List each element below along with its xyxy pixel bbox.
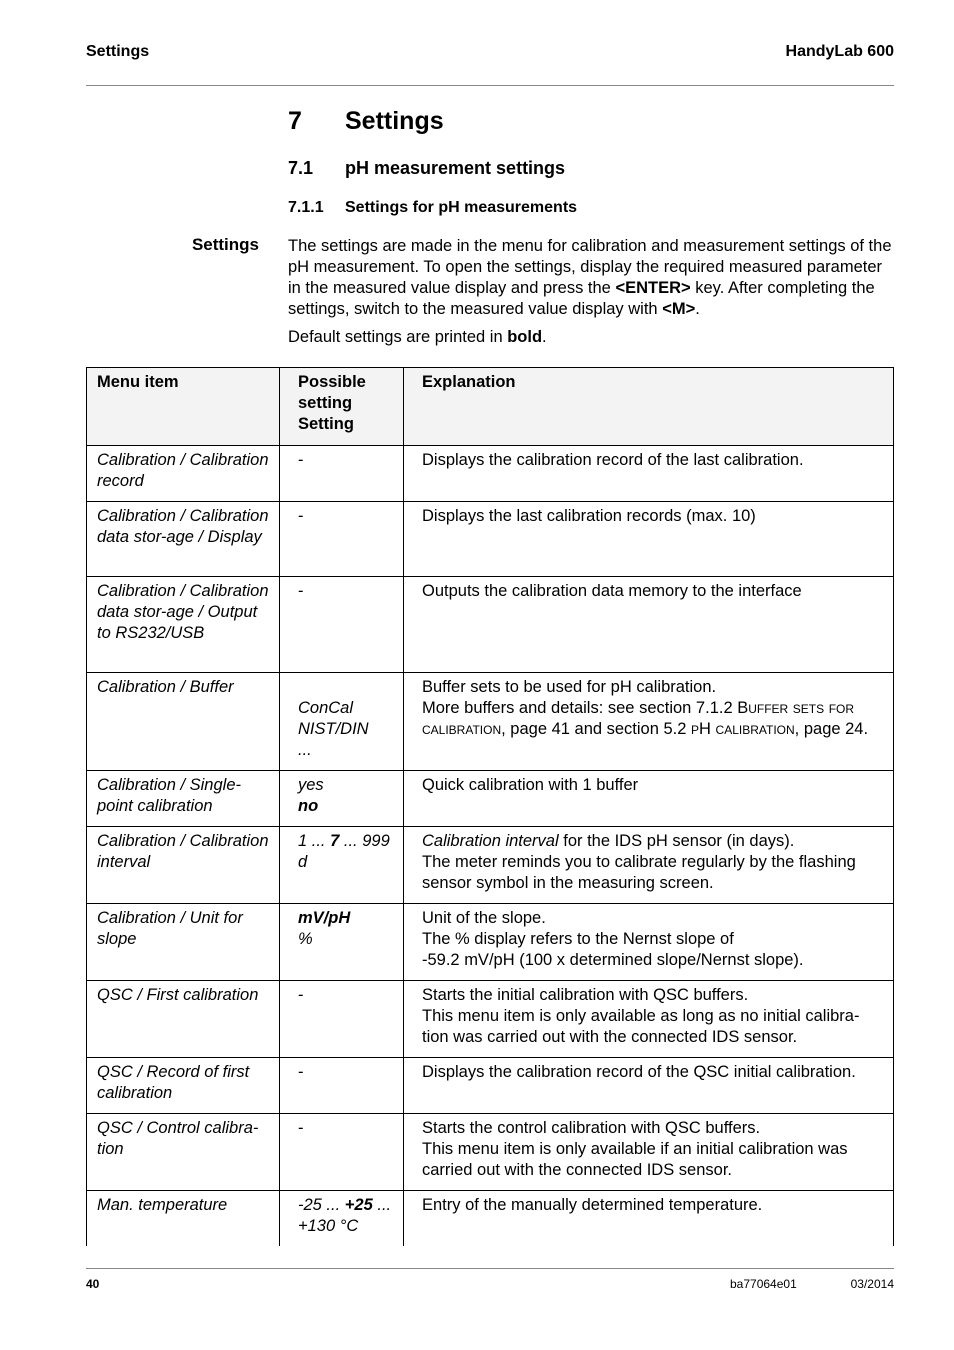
setting-cell: ConCal NIST/DIN ... — [280, 673, 404, 771]
explanation-cell: Displays the calibration record of the last calibration. — [404, 446, 894, 502]
setting-cell: - — [280, 1058, 404, 1114]
menu-cell: QSC / First calibration — [87, 981, 280, 1058]
setting-cell: - — [280, 446, 404, 502]
table-row — [87, 981, 894, 1058]
setting-cell: 1 ... 7 ... 999 d — [280, 827, 404, 904]
table-row — [87, 446, 894, 502]
table-row — [87, 827, 894, 904]
section-title: pH measurement settings — [345, 158, 566, 178]
explanation-cell: Buffer sets to be used for pH calibration. More buffers and details: see section 7.1.2 Buffer sets for calibration, page 41 and section 5.2 pH calibration, page 24. — [404, 673, 894, 771]
explanation-cell: Starts the control calibration with QSC buffers. This menu item is only available if an initial calibration was carried out with the connected IDS sensor. — [404, 1114, 894, 1191]
menu-cell: Calibration / Calibration record — [87, 446, 280, 502]
subsection-number: 7.1.1 — [288, 199, 324, 216]
menu-cell: Calibration / Calibration data stor-age / Display — [87, 502, 280, 577]
header-possible-setting: Possible setting Setting — [280, 368, 404, 446]
explanation-cell: Quick calibration with 1 buffer — [404, 771, 894, 827]
explanation-cell: Outputs the calibration data memory to the interface — [404, 577, 894, 673]
menu-cell: Man. temperature — [87, 1191, 280, 1247]
header-rule — [86, 85, 894, 86]
subsection-heading — [288, 199, 577, 217]
running-header-left: Settings — [86, 43, 150, 60]
cross-reference-link: pH calibration — [691, 720, 795, 738]
explanation-cell: Calibration interval for the IDS pH sensor (in days). The meter reminds you to calibrate regularly by the flashing sensor symbol in the measuring screen. — [404, 827, 894, 904]
table-row — [87, 673, 894, 771]
table-header-row — [87, 368, 894, 446]
explanation-cell: Displays the calibration record of the QSC initial calibration. — [404, 1058, 894, 1114]
explanation-cell: Entry of the manually determined temperature. — [404, 1191, 894, 1247]
menu-cell: Calibration / Unit for slope — [87, 904, 280, 981]
menu-cell: Calibration / Single-point calibration — [87, 771, 280, 827]
setting-cell: yes no — [280, 771, 404, 827]
setting-cell: -25 ... +25 ... +130 °C — [280, 1191, 404, 1247]
side-label: Settings — [191, 235, 259, 254]
menu-cell: Calibration / Calibration data stor-age / Output to RS232/USB — [87, 577, 280, 673]
table-row — [87, 577, 894, 673]
menu-cell: Calibration / Calibration interval — [87, 827, 280, 904]
setting-cell: - — [280, 1114, 404, 1191]
subsection-title: Settings for pH measurements — [345, 199, 578, 216]
table-row — [87, 1114, 894, 1191]
table-row — [87, 771, 894, 827]
chapter-heading — [288, 107, 444, 136]
setting-cell: - — [280, 577, 404, 673]
setting-cell: - — [280, 981, 404, 1058]
setting-cell: - — [280, 502, 404, 577]
chapter-title: Settings — [345, 107, 444, 135]
table-row — [87, 1058, 894, 1114]
explanation-cell: Unit of the slope. The % display refers to the Nernst slope of -59.2 mV/pH (100 x determined slope/Nernst slope). — [404, 904, 894, 981]
menu-cell: QSC / Record of first calibration — [87, 1058, 280, 1114]
document-date: 03/2014 — [850, 1277, 894, 1291]
cross-reference-link: Buffer sets for calibration — [422, 699, 855, 738]
menu-cell: Calibration / Buffer — [87, 673, 280, 771]
document-number: ba77064e01 — [730, 1277, 797, 1291]
page-number: 40 — [86, 1277, 100, 1291]
explanation-cell: Starts the initial calibration with QSC buffers. This menu item is only available as long as no initial calibra-tion was carried out with the connected IDS sensor. — [404, 981, 894, 1058]
intro-paragraph: The settings are made in the menu for calibration and measurement settings of the pH measurement. To open the settings, display the required measured parameter in the measured value display and press the <ENTER> key. After completing the settings, switch to the measured value display with <M>. — [288, 237, 892, 318]
explanation-cell: Displays the last calibration records (max. 10) — [404, 502, 894, 577]
table-row — [87, 1191, 894, 1247]
chapter-number: 7 — [288, 107, 302, 135]
menu-cell: QSC / Control calibra-tion — [87, 1114, 280, 1191]
table-row — [87, 904, 894, 981]
header-explanation: Explanation — [404, 368, 894, 446]
header-menu-item: Menu item — [87, 368, 280, 446]
setting-cell: mV/pH % — [280, 904, 404, 981]
section-heading — [288, 158, 565, 179]
table-row — [87, 502, 894, 577]
default-note: Default settings are printed in bold. — [288, 328, 547, 346]
running-header-right: HandyLab 600 — [785, 43, 894, 60]
footer-rule — [86, 1268, 894, 1269]
settings-table — [86, 367, 894, 1246]
section-number: 7.1 — [288, 158, 314, 178]
